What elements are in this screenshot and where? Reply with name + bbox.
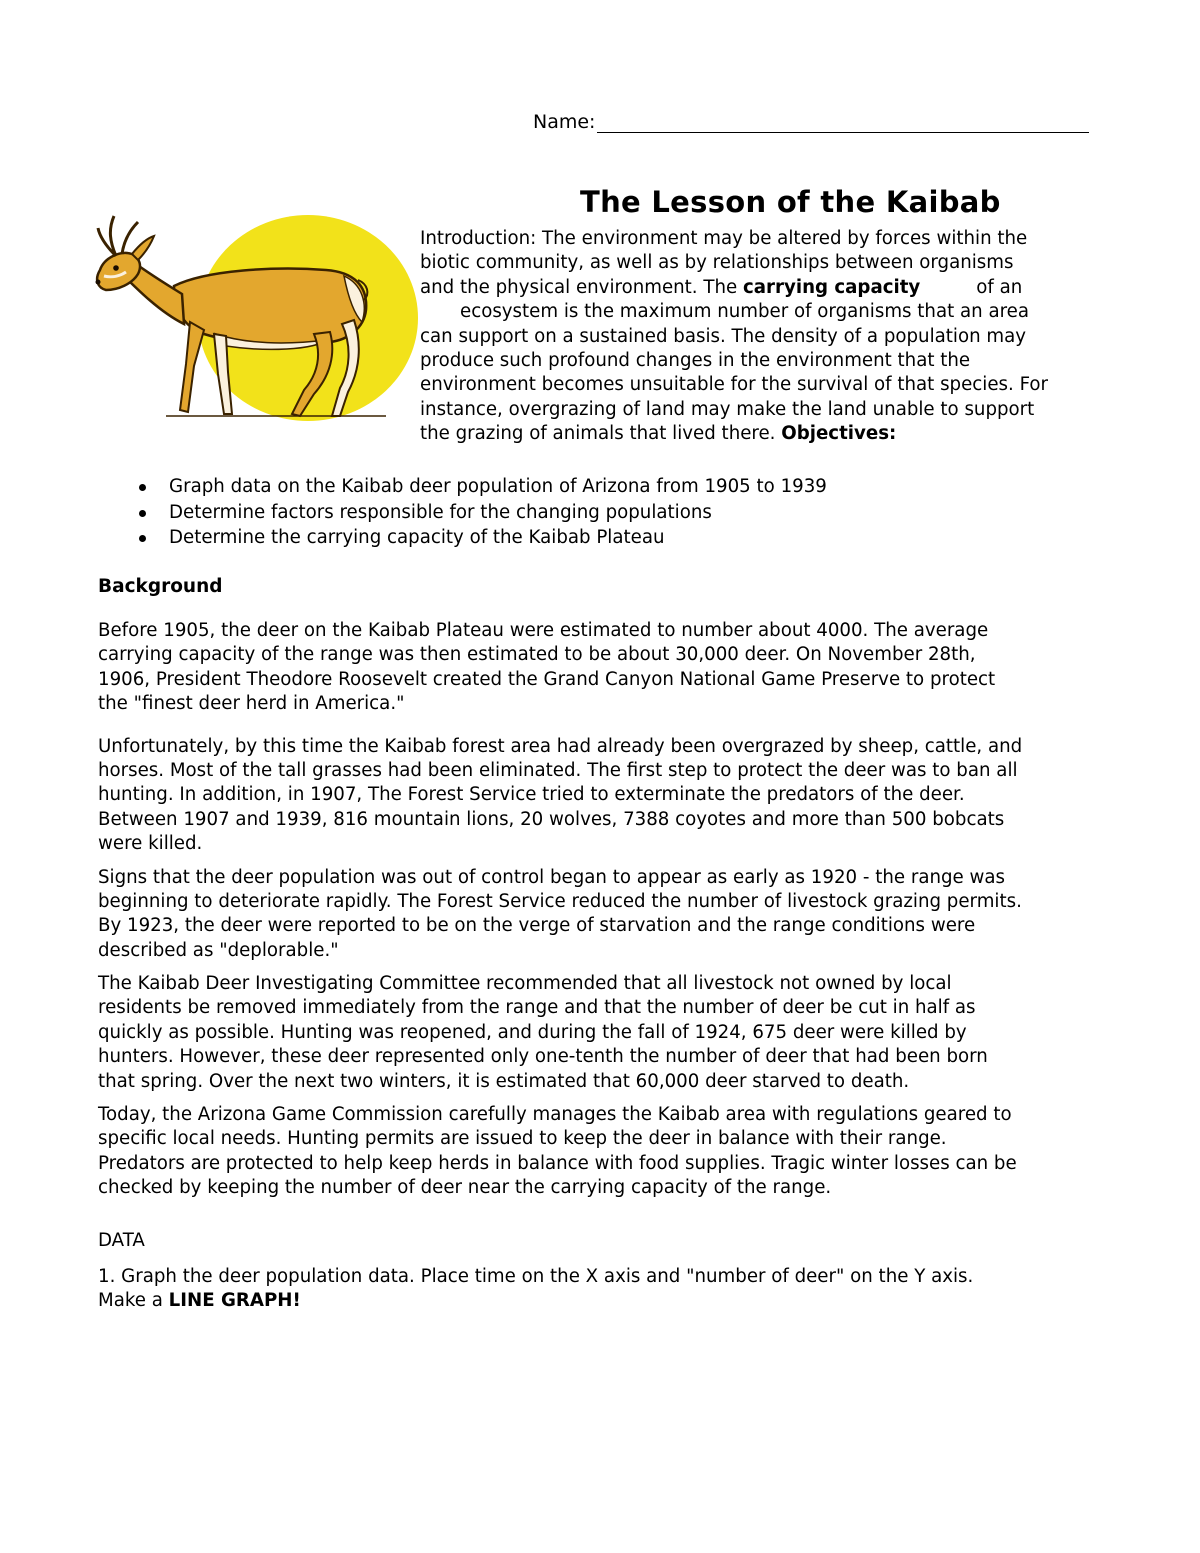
intro-line: Introduction: The environment may be altered by forces within the [420, 228, 1028, 249]
question-text: Make a [98, 1290, 169, 1312]
text-line: Predators are protected to help keep herds in balance with food supplies. Tragic winter losses can be [98, 1152, 1017, 1174]
introduction-paragraph [420, 227, 1110, 447]
page-title: The Lesson of the Kaibab [580, 185, 1001, 219]
text-line: that spring. Over the next two winters, it is estimated that 60,000 deer starved to death. [98, 1070, 910, 1092]
bullet-icon [139, 535, 146, 542]
deer-clipart-image [86, 214, 421, 424]
intro-text: of an [976, 276, 1023, 298]
text-line: the "finest deer herd in America." [98, 693, 405, 715]
objective-text: Determine the carrying capacity of the Kaibab Plateau [169, 527, 665, 548]
text-line: quickly as possible. Hunting was reopened, and during the fall of 1924, 675 deer were killed by [98, 1021, 967, 1043]
line-graph-emphasis: LINE GRAPH! [168, 1290, 301, 1312]
list-item [135, 500, 827, 526]
text-line: By 1923, the deer were reported to be on the verge of starvation and the range conditions were [98, 915, 976, 937]
question-line: 1. Graph the deer population data. Place time on the X axis and "number of deer" on the Y axis. [98, 1266, 974, 1287]
text-line: carrying capacity of the range was then estimated to be about 30,000 deer. On November 28th, [98, 644, 976, 666]
carrying-capacity-term: carrying capacity [742, 276, 921, 298]
text-line: 1906, President Theodore Roosevelt created the Grand Canyon National Game Preserve to protect [98, 668, 996, 690]
list-item [135, 525, 827, 551]
data-heading: DATA [98, 1230, 145, 1251]
intro-line: environment becomes unsuitable for the survival of that species. For [420, 374, 1048, 396]
text-line: checked by keeping the number of deer near the carrying capacity of the range. [98, 1177, 832, 1199]
bullet-icon [139, 510, 146, 517]
intro-line [420, 422, 1110, 446]
question-line [98, 1289, 973, 1313]
text-line: The Kaibab Deer Investigating Committee recommended that all livestock not owned by local [98, 973, 952, 995]
bullet-icon [139, 484, 146, 491]
background-heading: Background [98, 576, 223, 597]
intro-line: instance, overgrazing of land may make the land unable to support [420, 398, 1035, 420]
intro-line: ecosystem is the maximum number of organisms that an area [460, 301, 1030, 323]
intro-line: biotic community, as well as by relationships between organisms [420, 252, 1014, 274]
objectives-heading: Objectives: [781, 423, 897, 445]
text-line: beginning to deteriorate rapidly. The Forest Service reduced the number of livestock grazing permits. [98, 890, 1022, 912]
name-blank-line [597, 112, 1089, 133]
name-field-row [533, 111, 1089, 133]
text-line: Before 1905, the deer on the Kaibab Plateau were estimated to number about 4000. The average [98, 620, 989, 641]
text-line: horses. Most of the tall grasses had been eliminated. The first step to protect the deer was to ban all [98, 759, 1018, 781]
data-question [98, 1265, 973, 1314]
intro-line: can support on a sustained basis. The density of a population may [420, 325, 1027, 347]
text-line: were killed. [98, 833, 203, 855]
list-item [135, 474, 827, 500]
text-line: Unfortunately, by this time the Kaibab forest area had already been overgrazed by sheep, cattle, and [98, 735, 1023, 757]
text-line: specific local needs. Hunting permits are issued to keep the deer in balance with their range. [98, 1128, 947, 1150]
intro-line [420, 276, 1110, 300]
objective-text: Determine factors responsible for the changing populations [169, 501, 712, 523]
intro-text: the grazing of animals that lived there. [420, 423, 782, 445]
intro-text: and the physical environment. The [420, 276, 743, 298]
text-line: Today, the Arizona Game Commission carefully manages the Kaibab area with regulations geared to [98, 1104, 1012, 1126]
text-line: residents be removed immediately from the range and that the number of deer be cut in half as [98, 997, 976, 1019]
text-line: described as "deplorable." [98, 939, 339, 961]
text-line: hunting. In addition, in 1907, The Forest Service tried to exterminate the predators of the deer. [98, 784, 965, 806]
name-label: Name: [533, 111, 596, 133]
objectives-list [135, 474, 827, 551]
intro-line: produce such profound changes in the environment that the [420, 349, 971, 371]
background-section [98, 610, 1108, 1201]
text-line: Between 1907 and 1939, 816 mountain lions, 20 wolves, 7388 coyotes and more than 500 bobcats [98, 808, 1005, 830]
text-line: hunters. However, these deer represented only one-tenth the number of deer that had been born [98, 1046, 988, 1068]
text-line: Signs that the deer population was out of control began to appear as early as 1920 - the range was [98, 866, 1006, 888]
objective-text: Graph data on the Kaibab deer population of Arizona from 1905 to 1939 [169, 476, 827, 497]
